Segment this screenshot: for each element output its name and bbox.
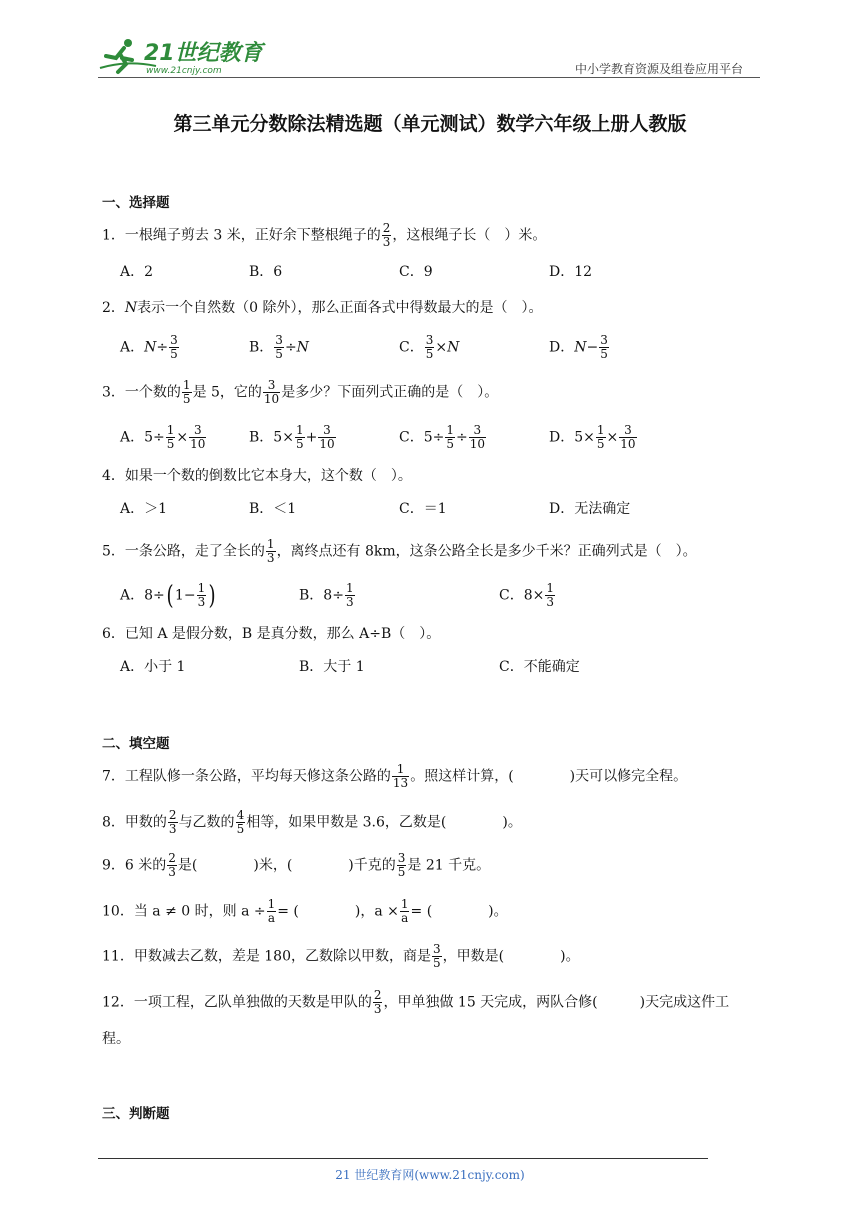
- q6-option-c[interactable]: C．不能确定: [499, 659, 580, 675]
- q3-option-b[interactable]: B．5× $\frac{1}{5}$ + $\frac{3}{10}$: [249, 423, 335, 451]
- header-divider: [98, 77, 760, 78]
- platform-name: 中小学教育资源及组卷应用平台: [575, 62, 744, 76]
- q1-option-a[interactable]: A．2: [120, 264, 154, 280]
- footer-divider: [98, 1158, 708, 1159]
- q2-option-a[interactable]: A．N÷ $\frac{3}{5}$: [120, 333, 178, 361]
- question-4: 4．如果一个数的倒数比它本身大，这个数（ ）。: [102, 468, 412, 484]
- question-2: 2．N表示一个自然数（0 除外），那么正面各式中得数最大的是（ ）。: [102, 300, 543, 316]
- question-5: 5．一条公路，走了全长的 $\frac{1}{3}$ ，离终点还有 8km，这条公路全长是多少千米？正确列式是（ ）。: [102, 537, 697, 565]
- footer-link[interactable]: 21 世纪教育网(www.21cnjy.com): [335, 1168, 525, 1182]
- site-logo: [96, 36, 266, 78]
- q2-option-c[interactable]: C． $\frac{3}{5}$ ×N: [399, 333, 460, 361]
- question-3: 3．一个数的 $\frac{1}{5}$ 是 5，它的 $\frac{3}{10}$ 是多少？下面列式正确的是（ ）。: [102, 378, 499, 406]
- question-8: 8．甲数的 $\frac{2}{3}$ 与乙数的 $\frac{4}{5}$ 相等，如果甲数是 3.6，乙数是( )。: [102, 808, 522, 836]
- q5-option-a[interactable]: A．8÷( 1− $\frac{1}{3}$ ): [120, 580, 216, 611]
- q1-option-b[interactable]: B．6: [249, 264, 283, 280]
- q3-option-c[interactable]: C．5÷ $\frac{1}{5}$ ÷ $\frac{3}{10}$: [399, 423, 486, 451]
- q3-option-a[interactable]: A．5÷ $\frac{1}{5}$ × $\frac{3}{10}$: [120, 423, 206, 451]
- section-heading-judge: 三、判断题: [102, 1106, 170, 1122]
- svg-text:www.21cnjy.com: www.21cnjy.com: [146, 66, 222, 76]
- question-12-continued: 程。: [102, 1031, 130, 1047]
- q1-option-d[interactable]: D．12: [549, 264, 593, 280]
- question-1: 1．一根绳子剪去 3 米，正好余下整根绳子的 $\frac{2}{3}$ ，这根绳子长（ ）米。: [102, 221, 547, 249]
- q5-option-b[interactable]: B．8÷ $\frac{1}{3}$: [299, 581, 354, 609]
- question-12: 12．一项工程，乙队单独做的天数是甲队的 $\frac{2}{3}$ ，甲单独做 15 天完成，两队合修( )天完成这件工: [102, 988, 730, 1016]
- q3-option-d[interactable]: D．5× $\frac{1}{5}$ × $\frac{3}{10}$: [549, 423, 636, 451]
- question-11: 11．甲数减去乙数，差是 180，乙数除以甲数，商是 $\frac{3}{5}$ ，甲数是( )。: [102, 942, 580, 970]
- q2-option-b[interactable]: B． $\frac{3}{5}$ ÷N: [249, 333, 309, 361]
- section-heading-choice: 一、选择题: [102, 195, 170, 211]
- q6-option-a[interactable]: A．小于 1: [120, 659, 186, 675]
- q1-option-c[interactable]: C．9: [399, 264, 433, 280]
- question-6: 6．已知 A 是假分数，B 是真分数，那么 A÷B（ ）。: [102, 626, 441, 642]
- q5-option-c[interactable]: C．8× $\frac{1}{3}$: [499, 581, 554, 609]
- q4-option-c[interactable]: C．＝1: [399, 501, 447, 517]
- q2-option-d[interactable]: D．N− $\frac{3}{5}$: [549, 333, 608, 361]
- svg-text:21世纪教育: 21世纪教育: [144, 41, 263, 66]
- q4-option-d[interactable]: D．无法确定: [549, 501, 631, 517]
- section-heading-fill: 二、填空题: [102, 736, 170, 752]
- question-9: 9．6 米的 $\frac{2}{3}$ 是( )米，( )千克的 $\frac{3}{5}$ 是 21 千克。: [102, 851, 491, 879]
- q4-option-a[interactable]: A．＞1: [120, 501, 168, 517]
- page-title: 第三单元分数除法精选题（单元测试）数学六年级上册人教版: [173, 113, 687, 135]
- fraction: $\frac{2}{3}$: [382, 221, 391, 249]
- q4-option-b[interactable]: B．＜1: [249, 501, 297, 517]
- q6-option-b[interactable]: B．大于 1: [299, 659, 365, 675]
- question-10: 10．当 a ≠ 0 时，则 a ÷ $\frac{1}{a}$ = ( )，a × $\frac{1}{a}$ = ( )。: [102, 897, 508, 925]
- question-7: 7．工程队修一条公路，平均每天修这条公路的 $\frac{1}{13}$ 。照这样计算，( )天可以修完全程。: [102, 762, 688, 790]
